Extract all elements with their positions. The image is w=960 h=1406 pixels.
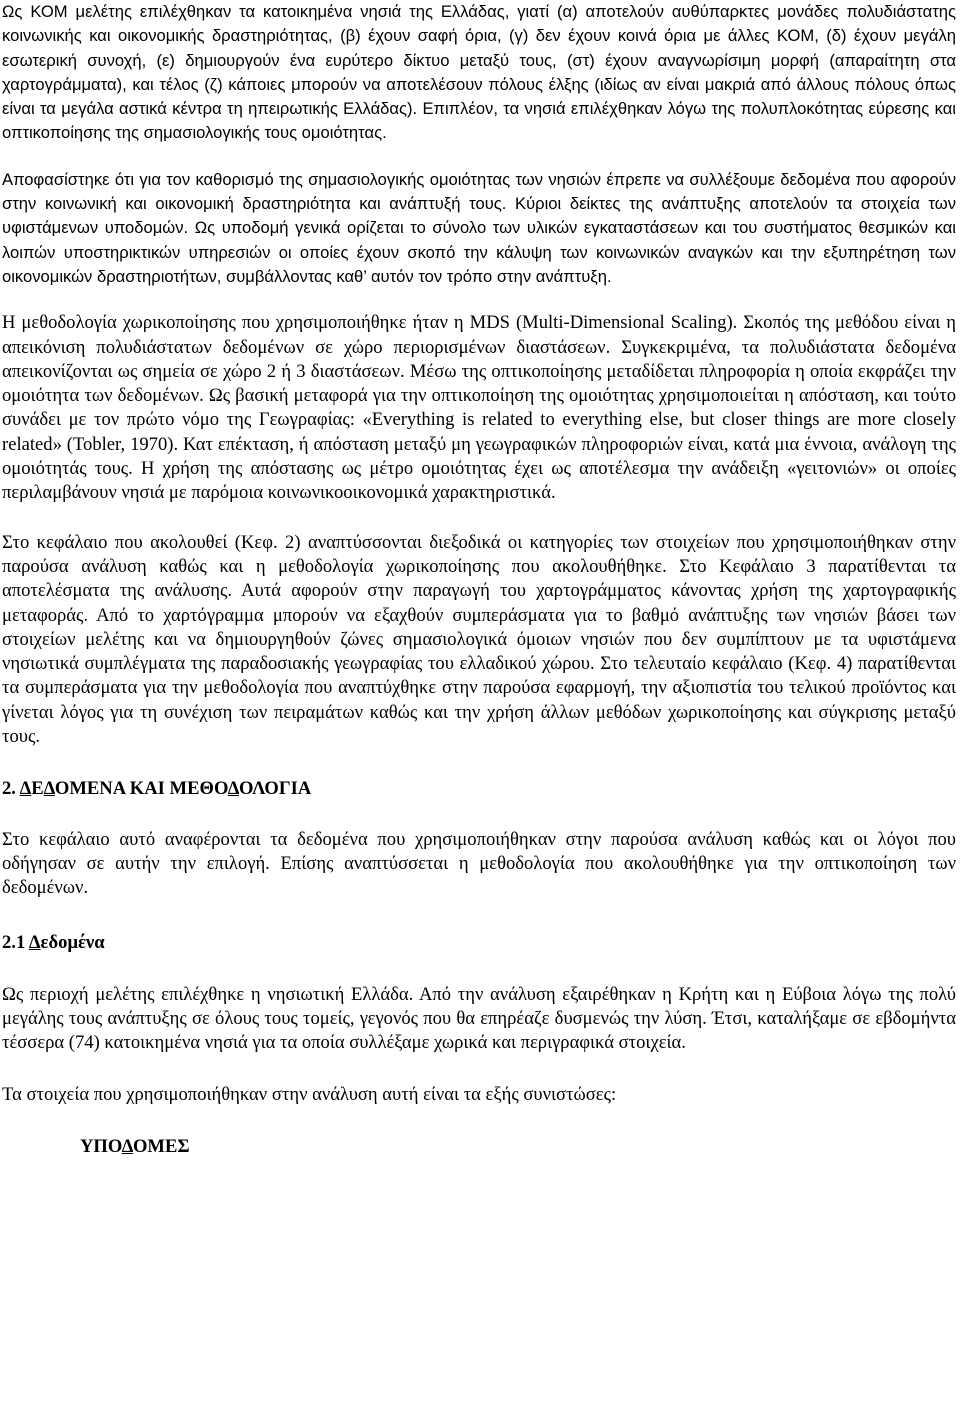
heading-letter: Δ (227, 778, 240, 800)
paragraph-study-area: Ως περιοχή μελέτης επιλέχθηκε η νησιωτική Ελλάδα. Από την ανάλυση εξαιρέθηκαν η Κρήτη και η Εύβοια λόγω της πολύ μεγάλης τους ανάπτυξης σε όλους τους τομείς, γεγονός που θα επηρέαζε δυσμενώς την λύση. Έτσι, καταλήξαμε σε εβδομήντα τέσσερα (74) κατοικημένα νησιά για τα οποία συλλέξαμε χωρικά και περιγραφικά στοιχεία. (2, 983, 956, 1054)
paragraph-data-components: Τα στοιχεία που χρησιμοποιήθηκαν στην ανάλυση αυτή είναι τα εξής συνιστώσες: (2, 1083, 617, 1105)
paragraph-infrastructure: Αποφασίστηκε ότι για τον καθορισμό της σημασιολογικής ομοιότητας των νησιών έπρεπε να συλλέξουμε δεδομένα που αφορούν στην κοινωνική και οικονομική δραστηριότητα και ανάπτυξή τους. Κύριοι δείκτες της ανάπτυξης αποτελούν τα στοιχεία των υφιστάμενων υποδομών. Ως υποδομή γενικά ορίζεται το σύνολο των υλικών εγκαταστάσεων και του συστήματος θεσμικών και λοιπών υποστηρικτικών υπηρεσιών οι οποίες έχουν σκοπό την κάλυψη των κοινωνικών αναγκών και την εξυπηρέτηση των οικονομικών δραστηριοτήτων, συμβάλλοντας καθ’ αυτόν τον τρόπο στην ανάπτυξη. (2, 169, 956, 286)
heading-number: 2.1 (2, 931, 29, 953)
subheading-letter: Δ (121, 1135, 133, 1157)
subheading-text: ΟΜΕΣ (132, 1135, 190, 1157)
heading-text: εδομένα (40, 931, 105, 953)
section-heading-data-methodology (2, 777, 956, 801)
heading-letter: Δ (19, 778, 32, 800)
heading-number: 2. (2, 778, 20, 800)
paragraph-chapter-outline: Στο κεφάλαιο που ακολουθεί (Κεφ. 2) αναπτύσσονται διεξοδικά οι κατηγορίες των στοιχείων που χρησιμοποιήθηκαν στην παρούσα ανάλυση καθώς και η μεθοδολογία χωρικοποίησης που ακολουθήθηκε. Στο Κεφάλαιο 3 παρατίθενται τα αποτελέσματα της ανάλυσης. Αυτά αφορούν στην παραγωγή του χαρτογράμματος κάνοντας χρήση της χαρτογραφικής μεταφοράς. Από το χαρτόγραμμα μπορούν να εξαχθούν συμπεράσματα για το βαθμό ανάπτυξης των νησιών βάσει των στοιχείων μελέτης και να δημιουργηθούν ζώνες σημασιολογικά όμοιων νησιών που δεν συμπίπτουν με τα υφιστάμενα νησιωτικά συμπλέγματα της παραδοσιακής γεωγραφίας του ελλαδικού χώρου. Στο τελευταίο κεφάλαιο (Κεφ. 4) παρατίθενται τα συμπεράσματα για την μεθοδολογία που αναπτύχθηκε στην παρούσα εφαρμογή, την αξιοπιστία του τελικού προϊόντος και γίνεται λόγος για τη συνέχιση των πειραμάτων καθώς και την χρήση άλλων μεθόδων χωρικοποίησης και σύγκρισης μεταξύ τους. (2, 531, 956, 748)
paragraph-methodology-mds: Η μεθοδολογία χωρικοποίησης που χρησιμοποιήθηκε ήταν η MDS (Multi-Dimensional Scaling). Σκοπός της μεθόδου είναι η απεικόνιση πολυδιάστατων δεδομένων σε χώρο περιορισμένων διαστάσεων. Συγκεκριμένα, τα πολυδιάστατα δεδομένα απεικονίζονται ως σημεία σε χώρο 2 ή 3 διαστάσεων. Μέσω της οπτικοποίησης μεταδίδεται πληροφορία η οποία εκφράζει την ομοιότητα των δεδομένων. Ως βασική μεταφορά για την οπτικοποίηση της ομοιότητας χρησιμοποιείται η απόσταση, και τούτο συνάδει με τον πρώτο νόμο της Γεωγραφίας: «Everything is related to everything else, but closer things are more closely related» (Tobler, 1970). Κατ επέκταση, ή απόσταση μεταξύ μη γεωγραφικών πληροφοριών είναι, κατά μια έννοια, ανάλογη της ομοιότητάς τους. Η χρήση της απόστασης ως μέτρο ομοιότητας έχει ως αποτέλεσμα την ανάδειξη «γειτονιών» οι οποίες περιλαμβάνουν νησιά με παρόμοια κοινωνικοοικονομικά χαρακτηριστικά. (2, 312, 956, 504)
heading-letter: Ε (31, 778, 44, 800)
heading-letter: Δ (43, 778, 55, 800)
paragraph-study-units: Ως ΚΟΜ μελέτης επιλέχθηκαν τα κατοικημένα νησιά της Ελλάδας, γιατί (α) αποτελούν αυθύπαρκτες μονάδες πολυδιάστατης κοινωνικής και οικονομικής δραστηριότητας, (β) έχουν σαφή όρια, (γ) δεν έχουν κοινά όρια με άλλες ΚΟΜ, (δ) έχουν μεγάλη εσωτερική συνοχή, (ε) δημιουργούν ένα ευρύτερο δίκτυο μεταξύ τους, (στ) έχουν αναγνωρίσιμη μορφή (απαραίτητη στα χαρτογράμματα), και τέλος (ζ) κάποιες μπορούν να αποτελέσουν πόλους έλξης (ιδίως αν είναι μακριά από άλλους πόλους όπως είναι τα μεγάλα αστικά κέντρα τη ηπειρωτικής Ελλάδας). Επιπλέον, τα νησιά επιλέχθηκαν λόγω της πολυπλοκότητας εύρεσης και οπτικοποίησης της σημασιολογικής τους ομοιότητας. (2, 2, 956, 143)
heading-text: ΟΜΕΝΑ ΚΑΙ ΜΕΘΟ (54, 778, 228, 800)
subheading-infrastructure (80, 1135, 956, 1159)
heading-letter: Δ (28, 931, 41, 953)
paragraph-chapter-intro: Στο κεφάλαιο αυτό αναφέρονται τα δεδομένα που χρησιμοποιήθηκαν στην παρούσα ανάλυση καθώς και οι λόγοι που οδήγησαν σε αυτήν την επιλογή. Επίσης αναπτύσσεται η μεθοδολογία που ακολουθήθηκε για την οπτικοποίηση των δεδομένων. (2, 828, 956, 899)
subsection-heading-data (2, 931, 956, 955)
subheading-text: ΥΠΟ (80, 1135, 122, 1157)
heading-text: ΟΛΟΓΙΑ (239, 778, 312, 800)
document-page (2, 0, 956, 1159)
